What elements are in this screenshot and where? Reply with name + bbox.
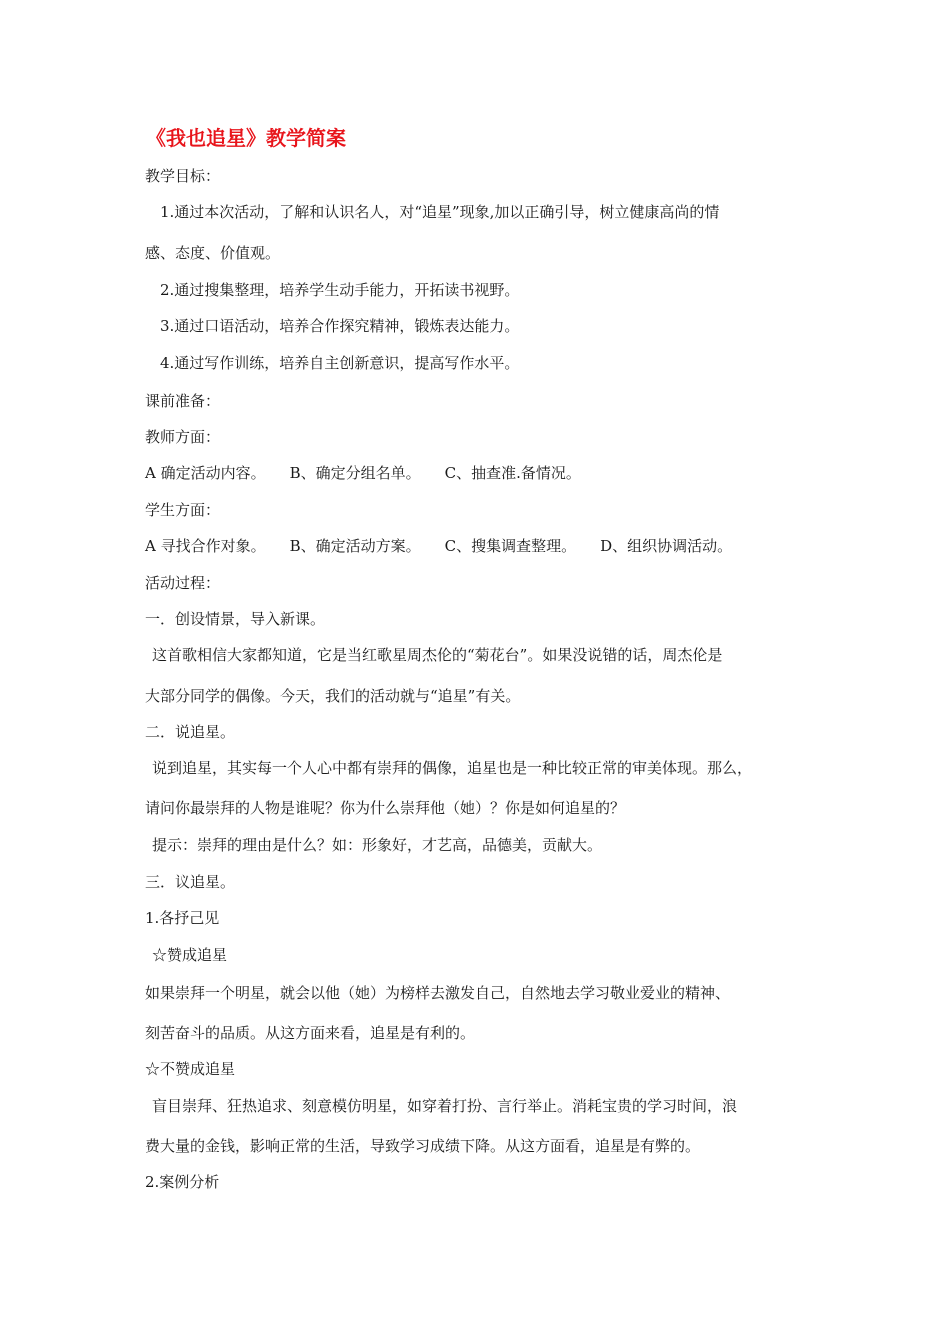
process-heading: 活动过程： (145, 574, 221, 592)
preparation-heading: 课前准备： (145, 392, 221, 410)
objective-1-line-2: 感、态度、价值观。 (145, 244, 281, 262)
con-line-2: 费大量的金钱，影响正常的生活，导致学习成绩下降。从这方面看，追星是有弊的。 (145, 1137, 701, 1155)
section-1-heading: 一．创设情景，导入新课。 (145, 610, 326, 628)
section-2-line-1: 说到追星，其实每一个人心中都有崇拜的偶像，追星也是一种比较正常的审美体现。那么， (152, 759, 753, 777)
section-3-sub-1: 1.各抒己见 (145, 909, 220, 927)
teacher-items (145, 463, 581, 483)
section-3-sub-2: 2.案例分析 (145, 1173, 220, 1191)
document-title: 《我也追星》教学简案 (146, 126, 346, 150)
student-item: B、确定活动方案。 (289, 537, 421, 555)
objective-1-line-1: 1.通过本次活动，了解和认识名人，对“追星”现象,加以正确引导，树立健康高尚的情 (160, 203, 720, 221)
pro-heading: ☆赞成追星 (152, 946, 228, 964)
objective-2: 2.通过搜集整理，培养学生动手能力，开拓读书视野。 (160, 281, 520, 299)
student-item: A 寻找合作对象。 (145, 537, 266, 555)
section-2-line-2: 请问你最崇拜的人物是谁呢？你为什么崇拜他（她）？你是如何追星的？ (145, 799, 626, 817)
objectives-heading: 教学目标： (145, 167, 221, 185)
pro-line-1: 如果崇拜一个明星，就会以他（她）为榜样去激发自己，自然地去学习敬业爱业的精神、 (145, 984, 731, 1002)
section-1-line-2: 大部分同学的偶像。今天，我们的活动就与“追星”有关。 (145, 687, 521, 705)
objective-3: 3.通过口语活动，培养合作探究精神，锻炼表达能力。 (160, 317, 520, 335)
teacher-item: A 确定活动内容。 (145, 464, 266, 482)
con-line-1: 盲目崇拜、狂热追求、刻意模仿明星，如穿着打扮、言行举止。消耗宝贵的学习时间，浪 (152, 1097, 738, 1115)
student-item: C、搜集调查整理。 (444, 537, 577, 555)
teacher-item: C、抽查准.备情况。 (444, 464, 581, 482)
con-heading: ☆不赞成追星 (145, 1060, 236, 1078)
section-3-heading: 三．议追星。 (145, 873, 236, 891)
teacher-heading: 教师方面： (145, 428, 221, 446)
pro-line-2: 刻苦奋斗的品质。从这方面来看，追星是有利的。 (145, 1024, 476, 1042)
student-item: D、组织协调活动。 (600, 537, 733, 555)
section-1-line-1: 这首歌相信大家都知道，它是当红歌星周杰伦的“菊花台”。如果没说错的话，周杰伦是 (152, 646, 723, 664)
section-2-heading: 二．说追星。 (145, 723, 236, 741)
student-items (145, 536, 732, 556)
section-2-hint: 提示：崇拜的理由是什么？如：形象好，才艺高，品德美，贡献大。 (152, 836, 603, 854)
objective-4: 4.通过写作训练，培养自主创新意识，提高写作水平。 (160, 354, 520, 372)
teacher-item: B、确定分组名单。 (289, 464, 421, 482)
student-heading: 学生方面： (145, 501, 221, 519)
